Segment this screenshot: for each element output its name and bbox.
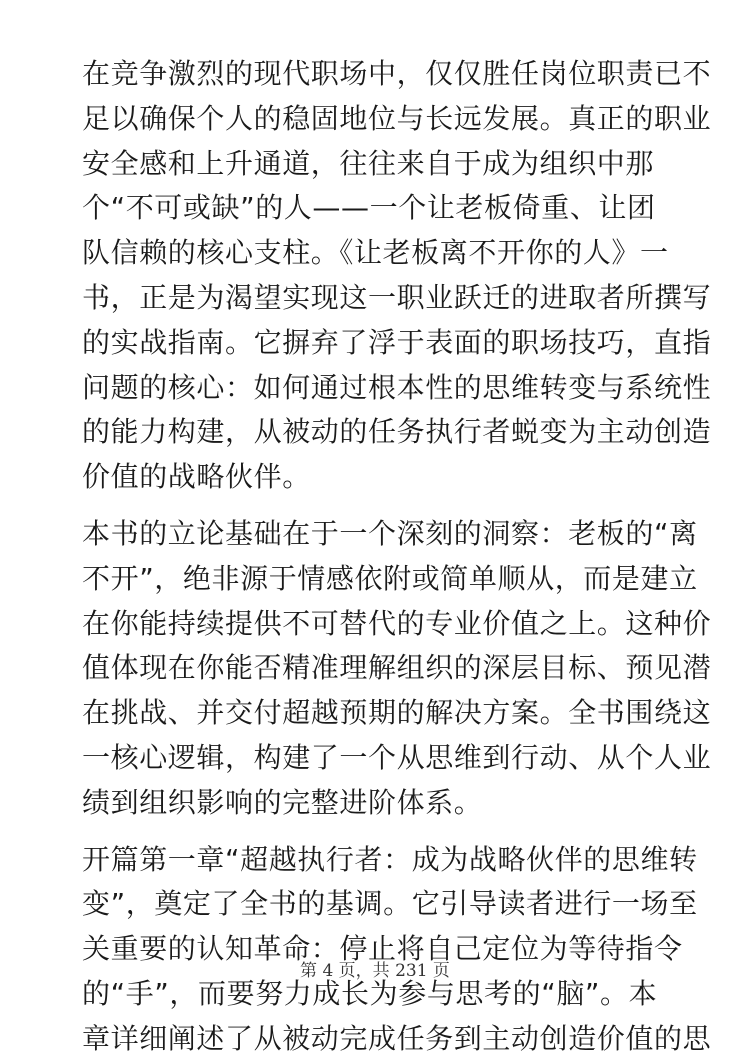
document-body xyxy=(82,52,712,1062)
text-line: 关重要的认知革命：停止将自己定位为等待指令 xyxy=(82,932,683,966)
text-line: 在挑战、并交付超越预期的解决方案。全书围绕这 xyxy=(82,696,712,730)
text-line: 的实战指南。它摒弃了浮于表面的职场技巧，直指 xyxy=(82,325,712,359)
text-line: 绩到组织影响的完整进阶体系。 xyxy=(82,785,483,819)
text-line: 的“手”，而要努力成长为参与思考的“脑”。本 xyxy=(82,976,658,1010)
paragraph-2 xyxy=(82,512,712,826)
text-line: 章详细阐述了从被动完成任务到主动创造价值的思 xyxy=(82,1021,712,1055)
text-line: 值体现在你能否精准理解组织的深层目标、预见潜 xyxy=(82,651,712,685)
text-line: 本书的立论基础在于一个深刻的洞察：老板的“离 xyxy=(82,516,698,550)
text-line: 个“不可或缺”的人——一个让老板倚重、让团 xyxy=(82,191,656,225)
paragraph-1 xyxy=(82,52,712,500)
text-line: 队信赖的核心支柱。《让老板离不开你的人》一 xyxy=(82,236,669,270)
text-line: 问题的核心：如何通过根本性的思维转变与系统性 xyxy=(82,370,712,404)
text-line: 变”，奠定了全书的基调。它引导读者进行一场至 xyxy=(82,887,698,921)
paragraph-spacer xyxy=(82,826,672,838)
text-line: 的能力构建，从被动的任务执行者蜕变为主动创造 xyxy=(82,415,712,449)
text-line: 安全感和上升通道，往往来自于成为组织中那 xyxy=(82,146,655,180)
text-line: 价值的战略伙伴。 xyxy=(82,460,311,494)
text-line: 在竞争激烈的现代职场中，仅仅胜任岗位职责已不 xyxy=(82,57,712,90)
paragraph-spacer xyxy=(82,500,672,512)
text-line: 足以确保个人的稳固地位与长远发展。真正的职业 xyxy=(82,101,712,135)
paragraph-3 xyxy=(82,838,712,1062)
text-line: 在你能持续提供不可替代的专业价值之上。这种价 xyxy=(82,606,712,640)
text-line: 开篇第一章“超越执行者：成为战略伙伴的思维转 xyxy=(82,842,698,876)
text-line: 书，正是为渴望实现这一职业跃迁的进取者所撰写 xyxy=(82,280,712,314)
text-line: 一核心逻辑，构建了一个从思维到行动、从个人业 xyxy=(82,740,712,774)
text-line: 不开”，绝非源于情感依附或简单顺从，而是建立 xyxy=(82,561,698,595)
page-number-footer: 第 4 页，共 231 页 xyxy=(300,961,450,981)
